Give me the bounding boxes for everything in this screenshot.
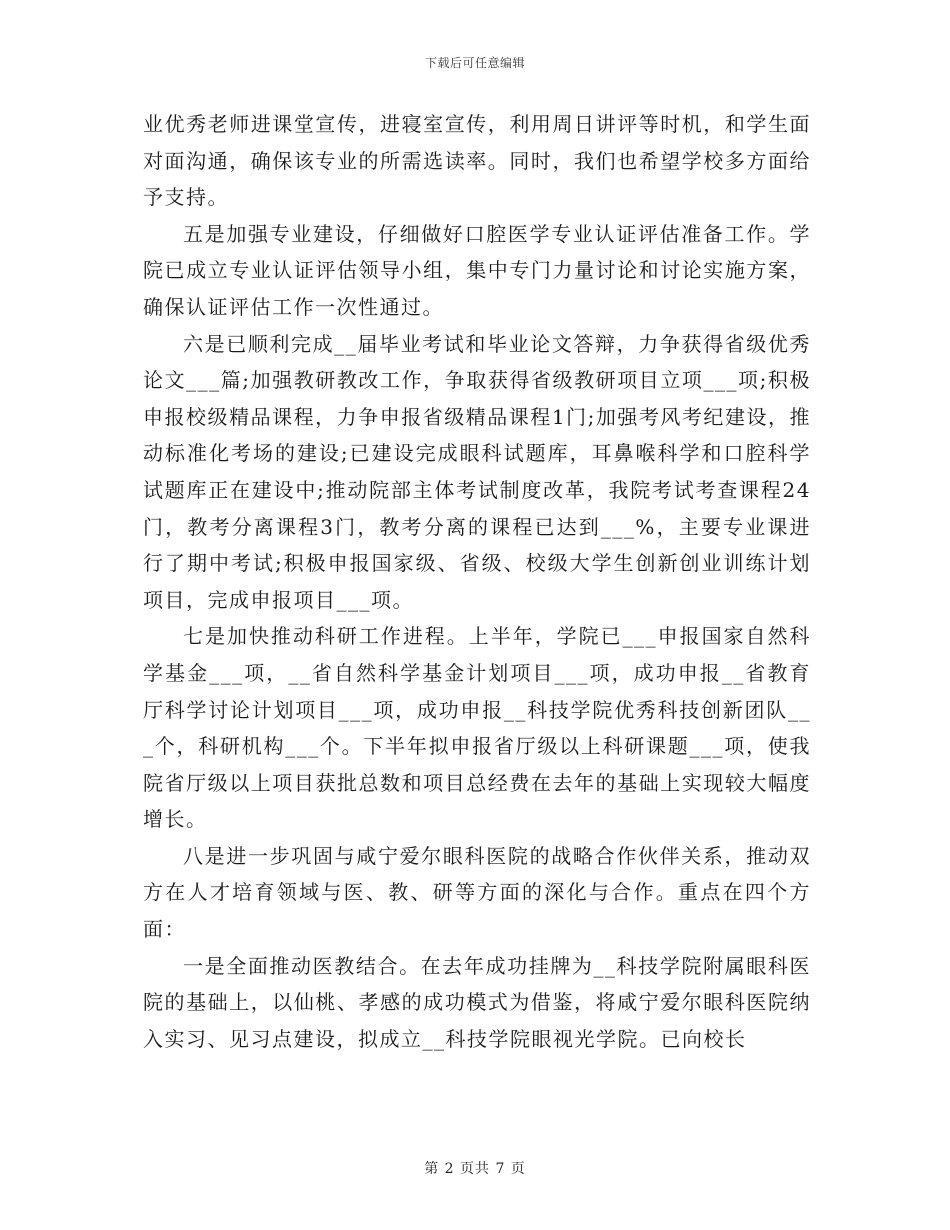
- page-number: 第 2 页共 7 页: [424, 1161, 526, 1177]
- paragraph-item-7: 七是加快推动科研工作进程。上半年，学院已___申报国家自然科学基金___项，__省自然科学基金计划项目___项，成功申报__省教育厅科学讨论计划项目___项，成功申报__科技学院优秀科技创新团队___个，科研机构___个。下半年拟申报省厅级以上科研课题___项，使我院省厅级以上项目获批总数和项目总经费在去年的基础上实现较大幅度增长。: [143, 624, 811, 832]
- paragraph-subitem-1: 一是全面推动医教结合。在去年成功挂牌为__科技学院附属眼科医院的基础上，以仙桃、孝感的成功模式为借鉴，将咸宁爱尔眼科医院纳入实习、见习点建设，拟成立__科技学院眼视光学院。已向校长: [143, 953, 811, 1051]
- document-body: [143, 106, 811, 1057]
- paragraph-continued: 业优秀老师进课堂宣传，进寝室宣传，利用周日讲评等时机，和学生面对面沟通，确保该专业的所需选读率。同时，我们也希望学校多方面给予支持。: [143, 112, 811, 210]
- paragraph-item-6: 六是已顺利完成__届毕业考试和毕业论文答辩，力争获得省级优秀论文___篇;加强教研教改工作，争取获得省级教研项目立项___项;积极申报校级精品课程，力争申报省级精品课程1门;加强考风考纪建设，推动标准化考场的建设;已建设完成眼科试题库，耳鼻喉科学和口腔科学试题库正在建设中;推动院部主体考试制度改革，我院考试考查课程24门，教考分离课程3门，教考分离的课程已达到___%，主要专业课进行了期中考试;积极申报国家级、省级、校级大学生创新创业训练计划项目，完成申报项目___项。: [143, 331, 811, 612]
- page-header: 下载后可任意编辑: [424, 56, 525, 70]
- paragraph-item-5: 五是加强专业建设，仔细做好口腔医学专业认证评估准备工作。学院已成立专业认证评估领导小组，集中专门力量讨论和讨论实施方案，确保认证评估工作一次性通过。: [143, 221, 811, 319]
- paragraph-item-8: 八是进一步巩固与咸宁爱尔眼科医院的战略合作伙伴关系，推动双方在人才培育领域与医、教、研等方面的深化与合作。重点在四个方面：: [143, 843, 811, 942]
